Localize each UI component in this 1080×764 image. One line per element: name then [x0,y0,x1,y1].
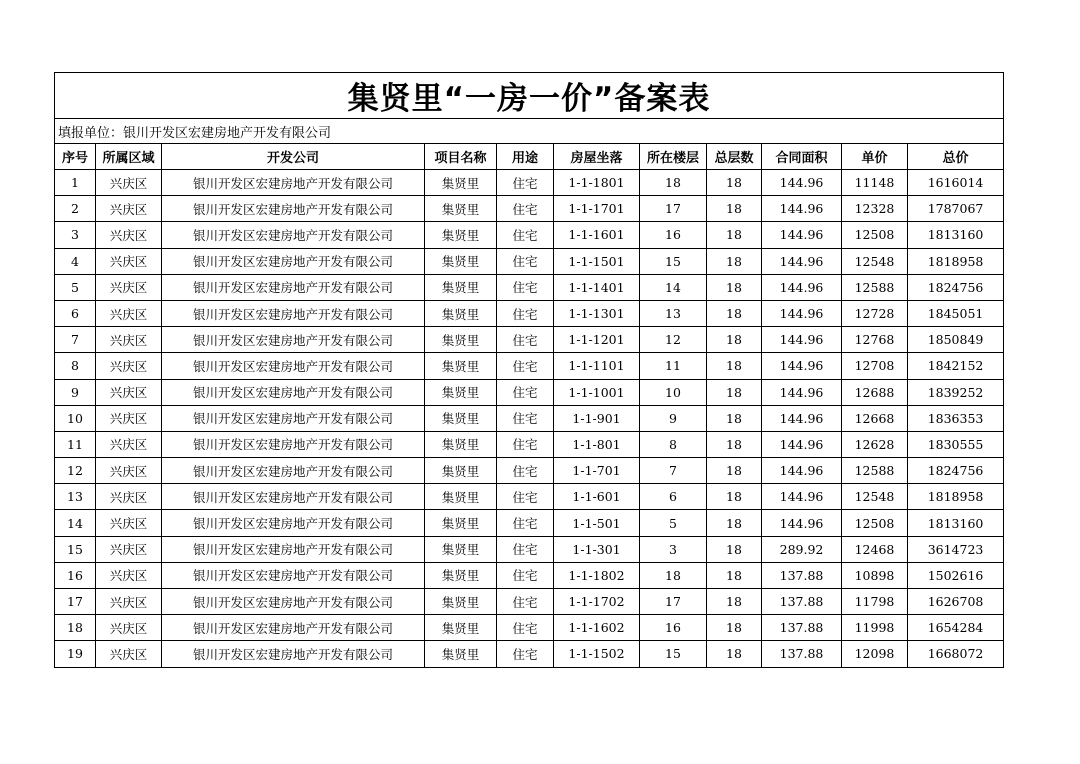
cell-location: 1-1-1701 [554,196,640,222]
cell-total-floors: 18 [707,431,762,457]
table-row [55,274,1004,300]
cell-usage: 住宅 [497,379,554,405]
column-header-total-floors: 总层数 [707,144,762,170]
cell-seq: 1 [55,170,96,196]
cell-floor: 6 [640,484,707,510]
cell-total-price: 1787067 [908,196,1004,222]
cell-floor: 16 [640,222,707,248]
cell-project: 集贤里 [425,248,497,274]
table-row [55,510,1004,536]
cell-location: 1-1-1301 [554,300,640,326]
cell-usage: 住宅 [497,196,554,222]
cell-developer: 银川开发区宏建房地产开发有限公司 [162,615,425,641]
cell-area: 137.88 [762,589,842,615]
column-header-district: 所属区域 [96,144,162,170]
cell-total-price: 1824756 [908,274,1004,300]
column-header-seq: 序号 [55,144,96,170]
cell-usage: 住宅 [497,484,554,510]
table-row [55,641,1004,667]
table-row [55,431,1004,457]
cell-location: 1-1-1702 [554,589,640,615]
cell-area: 144.96 [762,458,842,484]
cell-unit-price: 10898 [842,562,908,588]
cell-seq: 19 [55,641,96,667]
cell-district: 兴庆区 [96,484,162,510]
cell-location: 1-1-1502 [554,641,640,667]
cell-total-price: 1839252 [908,379,1004,405]
cell-floor: 8 [640,431,707,457]
cell-project: 集贤里 [425,641,497,667]
cell-floor: 11 [640,353,707,379]
cell-unit-price: 12628 [842,431,908,457]
cell-total-floors: 18 [707,589,762,615]
table-row [55,327,1004,353]
cell-total-floors: 18 [707,536,762,562]
cell-district: 兴庆区 [96,353,162,379]
table-row [55,536,1004,562]
cell-area: 144.96 [762,196,842,222]
cell-total-floors: 18 [707,458,762,484]
cell-district: 兴庆区 [96,589,162,615]
cell-project: 集贤里 [425,562,497,588]
cell-project: 集贤里 [425,170,497,196]
cell-district: 兴庆区 [96,222,162,248]
cell-seq: 16 [55,562,96,588]
filing-unit: 填报单位：银川开发区宏建房地产开发有限公司 [55,119,1004,144]
cell-usage: 住宅 [497,405,554,431]
cell-total-price: 1654284 [908,615,1004,641]
cell-area: 144.96 [762,248,842,274]
cell-floor: 13 [640,300,707,326]
cell-area: 144.96 [762,510,842,536]
cell-developer: 银川开发区宏建房地产开发有限公司 [162,536,425,562]
cell-area: 144.96 [762,327,842,353]
cell-developer: 银川开发区宏建房地产开发有限公司 [162,510,425,536]
cell-seq: 18 [55,615,96,641]
cell-total-price: 1845051 [908,300,1004,326]
cell-unit-price: 12708 [842,353,908,379]
table-row [55,405,1004,431]
cell-floor: 5 [640,510,707,536]
cell-location: 1-1-501 [554,510,640,536]
cell-developer: 银川开发区宏建房地产开发有限公司 [162,327,425,353]
cell-total-floors: 18 [707,170,762,196]
cell-unit-price: 12508 [842,510,908,536]
cell-usage: 住宅 [497,641,554,667]
cell-project: 集贤里 [425,615,497,641]
cell-developer: 银川开发区宏建房地产开发有限公司 [162,222,425,248]
cell-floor: 10 [640,379,707,405]
cell-seq: 10 [55,405,96,431]
cell-floor: 16 [640,615,707,641]
cell-district: 兴庆区 [96,641,162,667]
cell-project: 集贤里 [425,405,497,431]
cell-total-price: 1502616 [908,562,1004,588]
cell-unit-price: 11148 [842,170,908,196]
table-row [55,615,1004,641]
cell-developer: 银川开发区宏建房地产开发有限公司 [162,274,425,300]
table-row [55,484,1004,510]
column-header-floor: 所在楼层 [640,144,707,170]
cell-seq: 14 [55,510,96,536]
cell-developer: 银川开发区宏建房地产开发有限公司 [162,484,425,510]
cell-total-price: 1830555 [908,431,1004,457]
cell-area: 144.96 [762,431,842,457]
table-title: 集贤里“一房一价”备案表 [55,73,1004,119]
table-row [55,589,1004,615]
cell-unit-price: 12728 [842,300,908,326]
cell-unit-price: 12548 [842,248,908,274]
table-row [55,196,1004,222]
cell-usage: 住宅 [497,248,554,274]
cell-district: 兴庆区 [96,431,162,457]
cell-total-price: 1668072 [908,641,1004,667]
cell-total-price: 1824756 [908,458,1004,484]
cell-floor: 15 [640,248,707,274]
cell-floor: 17 [640,589,707,615]
cell-location: 1-1-1401 [554,274,640,300]
cell-location: 1-1-1602 [554,615,640,641]
cell-usage: 住宅 [497,353,554,379]
table-row [55,222,1004,248]
cell-usage: 住宅 [497,510,554,536]
cell-area: 144.96 [762,170,842,196]
cell-unit-price: 12588 [842,274,908,300]
cell-total-floors: 18 [707,484,762,510]
cell-area: 144.96 [762,379,842,405]
table-row [55,379,1004,405]
cell-seq: 11 [55,431,96,457]
cell-seq: 17 [55,589,96,615]
table-row [55,248,1004,274]
cell-developer: 银川开发区宏建房地产开发有限公司 [162,379,425,405]
cell-total-floors: 18 [707,274,762,300]
cell-unit-price: 11798 [842,589,908,615]
cell-project: 集贤里 [425,196,497,222]
cell-unit-price: 12508 [842,222,908,248]
cell-usage: 住宅 [497,431,554,457]
cell-project: 集贤里 [425,484,497,510]
cell-floor: 17 [640,196,707,222]
cell-area: 137.88 [762,562,842,588]
cell-district: 兴庆区 [96,562,162,588]
cell-project: 集贤里 [425,458,497,484]
cell-location: 1-1-1201 [554,327,640,353]
cell-developer: 银川开发区宏建房地产开发有限公司 [162,196,425,222]
cell-seq: 13 [55,484,96,510]
cell-location: 1-1-1001 [554,379,640,405]
cell-location: 1-1-1101 [554,353,640,379]
table-row [55,353,1004,379]
cell-project: 集贤里 [425,300,497,326]
cell-project: 集贤里 [425,327,497,353]
cell-district: 兴庆区 [96,300,162,326]
cell-district: 兴庆区 [96,196,162,222]
cell-total-floors: 18 [707,222,762,248]
cell-area: 144.96 [762,222,842,248]
cell-area: 137.88 [762,641,842,667]
cell-developer: 银川开发区宏建房地产开发有限公司 [162,641,425,667]
cell-area: 144.96 [762,484,842,510]
column-header-developer: 开发公司 [162,144,425,170]
cell-unit-price: 12468 [842,536,908,562]
cell-area: 144.96 [762,300,842,326]
cell-district: 兴庆区 [96,274,162,300]
cell-project: 集贤里 [425,379,497,405]
cell-developer: 银川开发区宏建房地产开发有限公司 [162,300,425,326]
cell-total-floors: 18 [707,562,762,588]
cell-seq: 4 [55,248,96,274]
cell-total-price: 1836353 [908,405,1004,431]
table-body [55,170,1004,668]
cell-area: 144.96 [762,405,842,431]
cell-developer: 银川开发区宏建房地产开发有限公司 [162,405,425,431]
cell-unit-price: 12768 [842,327,908,353]
filing-table [54,72,1004,668]
cell-district: 兴庆区 [96,327,162,353]
cell-seq: 7 [55,327,96,353]
cell-unit-price: 11998 [842,615,908,641]
cell-project: 集贤里 [425,589,497,615]
cell-unit-price: 12588 [842,458,908,484]
cell-developer: 银川开发区宏建房地产开发有限公司 [162,170,425,196]
cell-floor: 18 [640,562,707,588]
table-row [55,300,1004,326]
cell-floor: 12 [640,327,707,353]
cell-project: 集贤里 [425,274,497,300]
cell-total-floors: 18 [707,379,762,405]
cell-floor: 15 [640,641,707,667]
cell-project: 集贤里 [425,353,497,379]
cell-total-price: 1626708 [908,589,1004,615]
cell-location: 1-1-301 [554,536,640,562]
cell-usage: 住宅 [497,562,554,588]
cell-location: 1-1-801 [554,431,640,457]
cell-location: 1-1-1501 [554,248,640,274]
table-row [55,562,1004,588]
cell-seq: 3 [55,222,96,248]
cell-total-floors: 18 [707,510,762,536]
cell-usage: 住宅 [497,327,554,353]
column-header-total-price: 总价 [908,144,1004,170]
cell-total-floors: 18 [707,641,762,667]
cell-total-price: 1616014 [908,170,1004,196]
cell-district: 兴庆区 [96,615,162,641]
cell-usage: 住宅 [497,274,554,300]
column-header-area: 合同面积 [762,144,842,170]
cell-area: 137.88 [762,615,842,641]
cell-location: 1-1-601 [554,484,640,510]
cell-district: 兴庆区 [96,379,162,405]
cell-district: 兴庆区 [96,458,162,484]
cell-total-price: 1842152 [908,353,1004,379]
cell-project: 集贤里 [425,510,497,536]
header-row [55,144,1004,170]
cell-total-floors: 18 [707,196,762,222]
cell-unit-price: 12548 [842,484,908,510]
cell-unit-price: 12098 [842,641,908,667]
cell-seq: 6 [55,300,96,326]
cell-total-floors: 18 [707,405,762,431]
cell-floor: 9 [640,405,707,431]
cell-floor: 3 [640,536,707,562]
cell-total-price: 1850849 [908,327,1004,353]
cell-seq: 8 [55,353,96,379]
cell-total-price: 3614723 [908,536,1004,562]
cell-district: 兴庆区 [96,536,162,562]
cell-developer: 银川开发区宏建房地产开发有限公司 [162,353,425,379]
column-header-location: 房屋坐落 [554,144,640,170]
cell-total-price: 1818958 [908,248,1004,274]
cell-seq: 5 [55,274,96,300]
cell-developer: 银川开发区宏建房地产开发有限公司 [162,562,425,588]
cell-developer: 银川开发区宏建房地产开发有限公司 [162,431,425,457]
cell-location: 1-1-1802 [554,562,640,588]
cell-usage: 住宅 [497,615,554,641]
cell-usage: 住宅 [497,170,554,196]
cell-district: 兴庆区 [96,170,162,196]
cell-total-floors: 18 [707,353,762,379]
cell-floor: 14 [640,274,707,300]
cell-total-floors: 18 [707,248,762,274]
cell-total-price: 1813160 [908,222,1004,248]
cell-area: 144.96 [762,274,842,300]
cell-developer: 银川开发区宏建房地产开发有限公司 [162,248,425,274]
cell-seq: 9 [55,379,96,405]
cell-location: 1-1-901 [554,405,640,431]
cell-floor: 7 [640,458,707,484]
cell-seq: 15 [55,536,96,562]
cell-usage: 住宅 [497,589,554,615]
cell-total-price: 1818958 [908,484,1004,510]
cell-project: 集贤里 [425,222,497,248]
cell-location: 1-1-1601 [554,222,640,248]
cell-total-floors: 18 [707,327,762,353]
cell-seq: 12 [55,458,96,484]
cell-location: 1-1-1801 [554,170,640,196]
cell-unit-price: 12668 [842,405,908,431]
table-row [55,458,1004,484]
cell-usage: 住宅 [497,458,554,484]
cell-total-price: 1813160 [908,510,1004,536]
cell-total-floors: 18 [707,615,762,641]
cell-project: 集贤里 [425,431,497,457]
cell-floor: 18 [640,170,707,196]
cell-project: 集贤里 [425,536,497,562]
cell-usage: 住宅 [497,300,554,326]
cell-area: 289.92 [762,536,842,562]
cell-district: 兴庆区 [96,405,162,431]
cell-area: 144.96 [762,353,842,379]
cell-total-floors: 18 [707,300,762,326]
cell-district: 兴庆区 [96,248,162,274]
cell-location: 1-1-701 [554,458,640,484]
cell-seq: 2 [55,196,96,222]
cell-usage: 住宅 [497,222,554,248]
cell-developer: 银川开发区宏建房地产开发有限公司 [162,589,425,615]
column-header-usage: 用途 [497,144,554,170]
cell-unit-price: 12688 [842,379,908,405]
column-header-project: 项目名称 [425,144,497,170]
column-header-unit-price: 单价 [842,144,908,170]
cell-district: 兴庆区 [96,510,162,536]
cell-developer: 银川开发区宏建房地产开发有限公司 [162,458,425,484]
cell-unit-price: 12328 [842,196,908,222]
table-row [55,170,1004,196]
cell-usage: 住宅 [497,536,554,562]
